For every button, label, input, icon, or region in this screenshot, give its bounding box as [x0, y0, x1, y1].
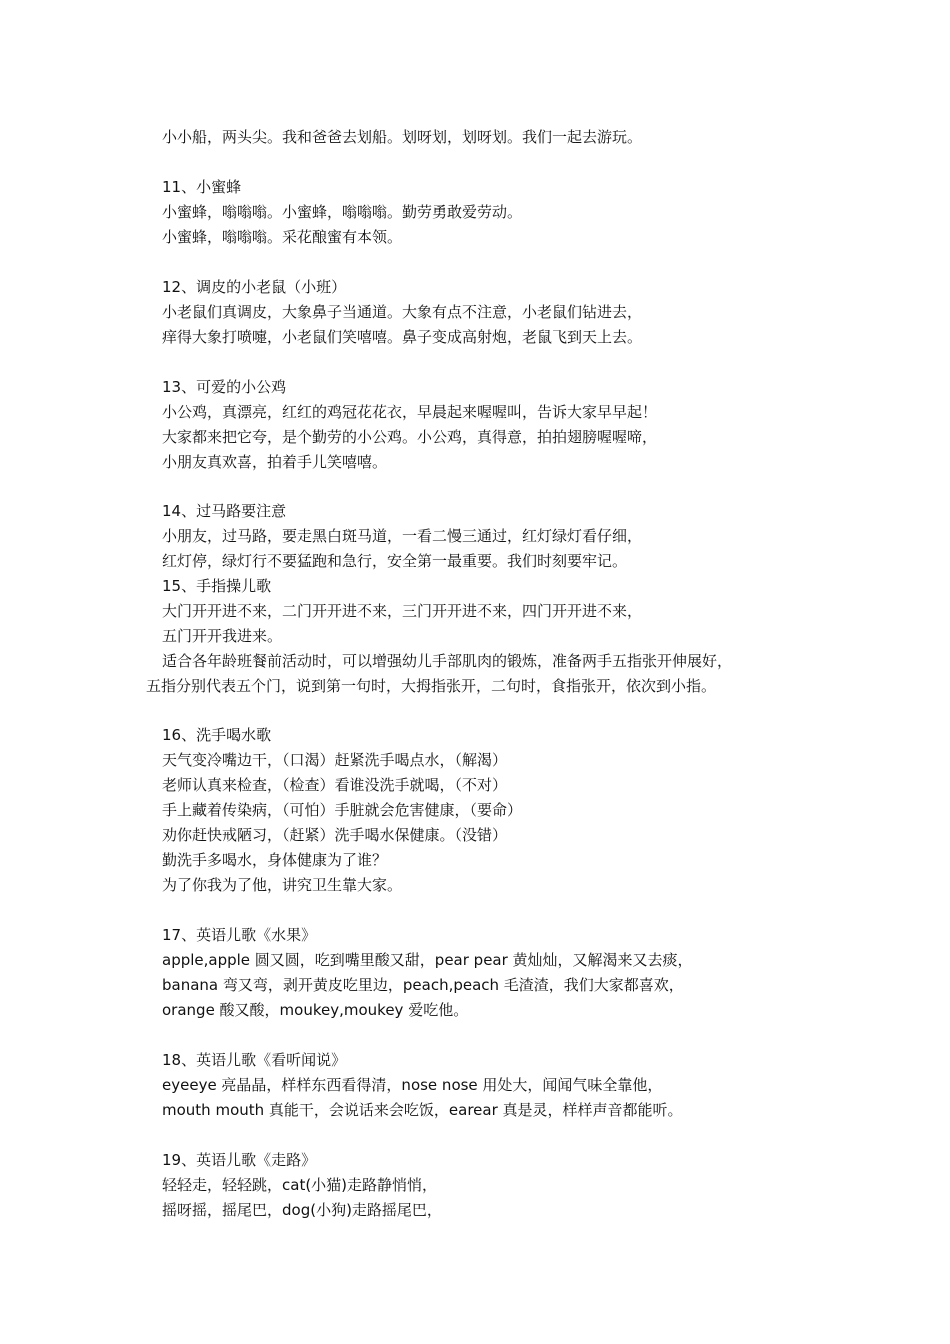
- poem-14-line-1: 小朋友，过马路，要走黑白斑马道，一看二慢三通过，红灯绿灯看仔细，: [162, 527, 643, 545]
- poem-13-line-3: 小朋友真欢喜，拍着手儿笑嘻嘻。: [162, 453, 388, 471]
- poem-11-line-1: 小蜜蜂，嗡嗡嗡。小蜜蜂，嗡嗡嗡。勤劳勇敢爱劳动。: [162, 203, 523, 221]
- poem-15-note-line-2: 五指分别代表五个门，说到第一句时，大拇指张开，二句时，食指张开，依次到小指。: [146, 677, 717, 695]
- section-13-heading: 13、可爱的小公鸡: [162, 378, 287, 396]
- poem-16-line-2: 老师认真来检查，（检查）看谁没洗手就喝，（不对）: [162, 776, 508, 794]
- section-17-heading: 17、英语儿歌《水果》: [162, 926, 317, 944]
- poem-17-line-2: banana 弯又弯，剥开黄皮吃里边，peach,peach 毛渣渣，我们大家都喜欢，: [162, 976, 684, 994]
- poem-16-line-6: 为了你我为了他，讲究卫生靠大家。: [162, 876, 403, 894]
- poem-17-line-1: apple,apple 圆又圆，吃到嘴里酸又甜，pear pear 黄灿灿，又解渴来又去痰，: [162, 951, 693, 969]
- section-14-heading: 14、过马路要注意: [162, 502, 287, 520]
- poem-13-line-1: 小公鸡，真漂亮，红红的鸡冠花花衣，早晨起来喔喔叫，告诉大家早早起！: [162, 403, 658, 421]
- poem-19-line-2: 摇呀摇，摇尾巴，dog(小狗)走路摇尾巴，: [162, 1201, 442, 1219]
- section-19-heading: 19、英语儿歌《走路》: [162, 1151, 317, 1169]
- poem-16-line-1: 天气变冷嘴边干，（口渴）赶紧洗手喝点水，（解渴）: [162, 751, 508, 769]
- section-18-heading: 18、英语儿歌《看听闻说》: [162, 1051, 347, 1069]
- poem-10-line-1: 小小船，两头尖。我和爸爸去划船。划呀划，划呀划。我们一起去游玩。: [162, 128, 643, 146]
- poem-15-line-2: 五门开开我进来。: [162, 627, 283, 645]
- poem-14-line-2: 红灯停，绿灯行不要猛跑和急行，安全第一最重要。我们时刻要牢记。: [162, 552, 628, 570]
- section-16-heading: 16、洗手喝水歌: [162, 726, 272, 744]
- poem-12-line-2: 痒得大象打喷嚏，小老鼠们笑嘻嘻。鼻子变成高射炮，老鼠飞到天上去。: [162, 328, 643, 346]
- poem-16-line-3: 手上藏着传染病，（可怕）手脏就会危害健康，（要命）: [162, 801, 523, 819]
- poem-15-line-1: 大门开开进不来，二门开开进不来，三门开开进不来，四门开开进不来，: [162, 602, 643, 620]
- poem-16-line-4: 劝你赶快戒陋习，（赶紧）洗手喝水保健康。（没错）: [162, 826, 508, 844]
- poem-17-line-3: orange 酸又酸，moukey,moukey 爱吃他。: [162, 1001, 469, 1019]
- poem-19-line-1: 轻轻走，轻轻跳，cat(小猫)走路静悄悄，: [162, 1176, 438, 1194]
- poem-15-note-line-1: 适合各年龄班餐前活动时，可以增强幼儿手部肌肉的锻炼，准备两手五指张开伸展好，: [162, 652, 733, 670]
- poem-18-line-1: eyeeye 亮晶晶，样样东西看得清，nose nose 用处大，闻闻气味全靠他，: [162, 1076, 663, 1094]
- poem-12-line-1: 小老鼠们真调皮，大象鼻子当通道。大象有点不注意，小老鼠们钻进去，: [162, 303, 643, 321]
- section-12-heading: 12、调皮的小老鼠（小班）: [162, 278, 347, 296]
- poem-11-line-2: 小蜜蜂，嗡嗡嗡。采花酿蜜有本领。: [162, 228, 403, 246]
- section-15-heading: 15、手指操儿歌: [162, 577, 272, 595]
- poem-18-line-2: mouth mouth 真能干，会说话来会吃饭，earear 真是灵，样样声音都能听。: [162, 1101, 683, 1119]
- section-11-heading: 11、小蜜蜂: [162, 178, 242, 196]
- poem-16-line-5: 勤洗手多喝水，身体健康为了谁？: [162, 851, 388, 869]
- poem-13-line-2: 大家都来把它夸，是个勤劳的小公鸡。小公鸡，真得意，拍拍翅膀喔喔啼，: [162, 428, 658, 446]
